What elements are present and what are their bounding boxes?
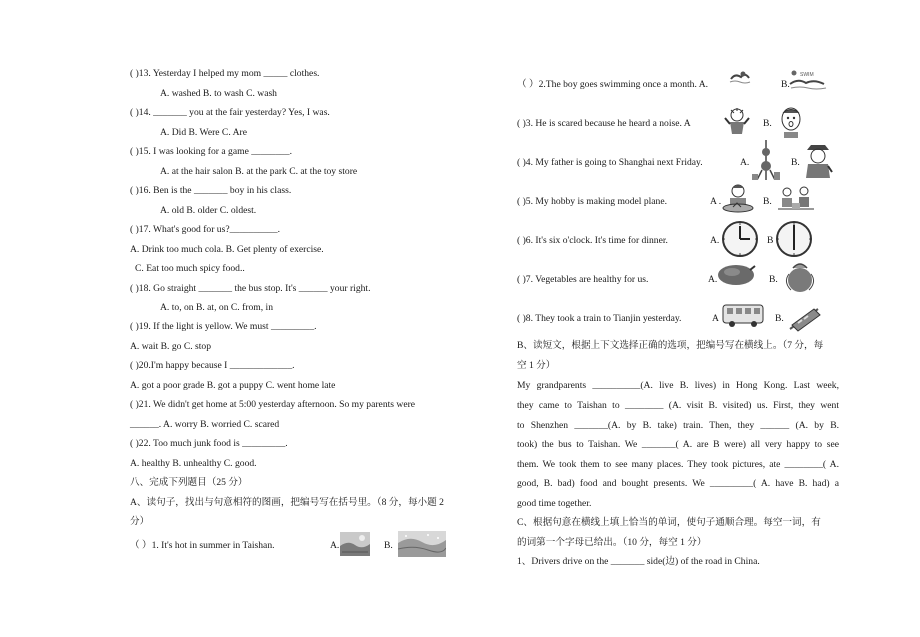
pic-q1-label-a: A. [330, 540, 340, 551]
part-b-instructions-cont: 空 1 分） [517, 360, 556, 371]
q19-stem: ( )19. If the light is yellow. We must _________. [130, 321, 317, 332]
pic-q7-label-b: B. [769, 274, 778, 285]
pic-q4-label-a: A. [740, 157, 750, 168]
passage-line-3: to Shenzhen _______(A. by B. take) train. Then, they ______ (A. by B. [517, 420, 839, 431]
q13-options: A. washed B. to wash C. wash [160, 88, 277, 99]
passage-line-4: took) the bus to Taishan. We _______( A. are B were) all very happy to see [517, 439, 839, 450]
q13-stem: ( )13. Yesterday I helped my mom _____ clothes. [130, 68, 320, 79]
q20-options: A. got a poor grade B. got a puppy C. went home late [130, 380, 336, 391]
clock-face-a-image [720, 220, 760, 261]
part-b-instructions: B、读短文，根据上下文选择正确的选项，把编号写在横线上。（7 分，每 [517, 340, 824, 351]
pic-q1-label-b: B. [384, 540, 393, 551]
q17-options-1: A. Drink too much cola. B. Get plenty of exercise. [130, 244, 324, 255]
q22-options: A. healthy B. unhealthy C. good. [130, 458, 257, 469]
roast-meat-image [716, 262, 756, 291]
swimmer-image [729, 69, 751, 88]
pic-q5-label-b: B. [763, 196, 772, 207]
pic-q3-label-b: B. [763, 118, 772, 129]
q22-stem: ( )22. Too much junk food is _________. [130, 438, 288, 449]
scared-boy-image [722, 106, 752, 139]
pic-q5-text: ( )5. My hobby is making model plane. [517, 196, 668, 207]
bus-image [721, 301, 765, 332]
clock-face-b-image [774, 220, 814, 261]
pic-q4-label-b: B. [791, 157, 800, 168]
q19-options: A. wait B. go C. stop [130, 341, 212, 352]
pic-q8-label-a: A [712, 313, 719, 324]
q15-stem: ( )15. I was looking for a game ________. [130, 146, 292, 157]
part-a-instructions-cont: 分） [130, 516, 150, 527]
q14-options: A. Did B. Were C. Are [160, 127, 247, 138]
part-c-instructions-cont: 的词第一个字母已给出。（10 分，每空 1 分） [517, 537, 707, 548]
pic-q7-label-a: A. [708, 274, 718, 285]
q15-options: A. at the hair salon B. at the park C. at the toy store [160, 166, 358, 177]
q18-options: A. to, on B. at, on C. from, in [160, 302, 273, 313]
part-c-instructions: C、根据句意在横线上填上恰当的单词，使句子通顺合理。每空一词，有 [517, 517, 821, 528]
pic-q4-text: ( )4. My father is going to Shanghai next Friday. [517, 157, 703, 168]
pic-q6-label-b: B [767, 235, 774, 246]
q21-options: ______. A. worry B. worried C. scared [130, 419, 280, 430]
fill-q1-text: 1、Drivers drive on the _______ side(边) of the road in China. [517, 556, 760, 567]
q18-stem: ( )18. Go straight _______ the bus stop. It's ______ your right. [130, 283, 371, 294]
train-image [788, 303, 822, 336]
passage-line-1: My grandparents __________(A. live B. lives) in Hong Kong. Last week, [517, 380, 839, 391]
passage-line-6: good, B. bad) food and bought presents. We _________( A. have B. had) a [517, 478, 839, 489]
q16-stem: ( )16. Ben is the _______ boy in his class. [130, 185, 292, 196]
q17-stem: ( )17. What's good for us?__________. [130, 224, 280, 235]
pic-q6-text: ( )6. It's six o'clock. It's time for dinner. [517, 235, 668, 246]
pic-q8-text: ( )8. They took a train to Tianjin yesterday. [517, 313, 682, 324]
pic-q6-label-a: A. [710, 235, 720, 246]
pic-q1-text: （ ）1. It's hot in summer in Taishan. [130, 540, 275, 551]
passage-line-2: they came to Taishan to ________ (A. visit B. visited) us. First, they went [517, 400, 839, 411]
pic-q2-text: （ ）2.The boy goes swimming once a month. A. [517, 79, 709, 90]
kids-playing-image [778, 185, 814, 216]
sunny-landscape-image [340, 532, 370, 559]
pic-q5-label-a: A . [710, 196, 722, 207]
man-with-hat-image [803, 142, 833, 181]
part-a-instructions: A、读句子，找出与句意相符的图画，把编号写在括号里。（8 分，每小题 2 [130, 497, 444, 508]
passage-line-7: good time together. [517, 498, 592, 509]
q17-options-2: C. Eat too much spicy food.. [135, 263, 245, 274]
swim-sign-label: SWIM [800, 72, 814, 78]
pic-q8-label-b: B. [775, 313, 784, 324]
tv-tower-image [752, 140, 780, 183]
section-8-heading: 八、完成下列题目（25 分） [130, 477, 248, 488]
boy-at-table-image [721, 183, 755, 218]
q14-stem: ( )14. _______ you at the fair yesterday? Yes, I was. [130, 107, 330, 118]
surprised-man-image [778, 106, 804, 141]
pic-q2-label-b: B. [781, 79, 790, 90]
passage-line-5: them. We took them to see many places. They took pictures, ate ________( A. [517, 459, 839, 470]
q16-options: A. old B. older C. oldest. [160, 205, 257, 216]
q21-stem: ( )21. We didn't get home at 5:00 yesterday afternoon. So my parents were [130, 399, 416, 410]
q20-stem: ( )20.I'm happy because I _____________. [130, 360, 295, 371]
snowy-landscape-image [398, 531, 446, 560]
pic-q7-text: ( )7. Vegetables are healthy for us. [517, 274, 649, 285]
vegetables-image [783, 260, 817, 299]
pic-q3-text: ( )3. He is scared because he heard a noise. A [517, 118, 691, 129]
swim-sign-image [788, 68, 828, 95]
